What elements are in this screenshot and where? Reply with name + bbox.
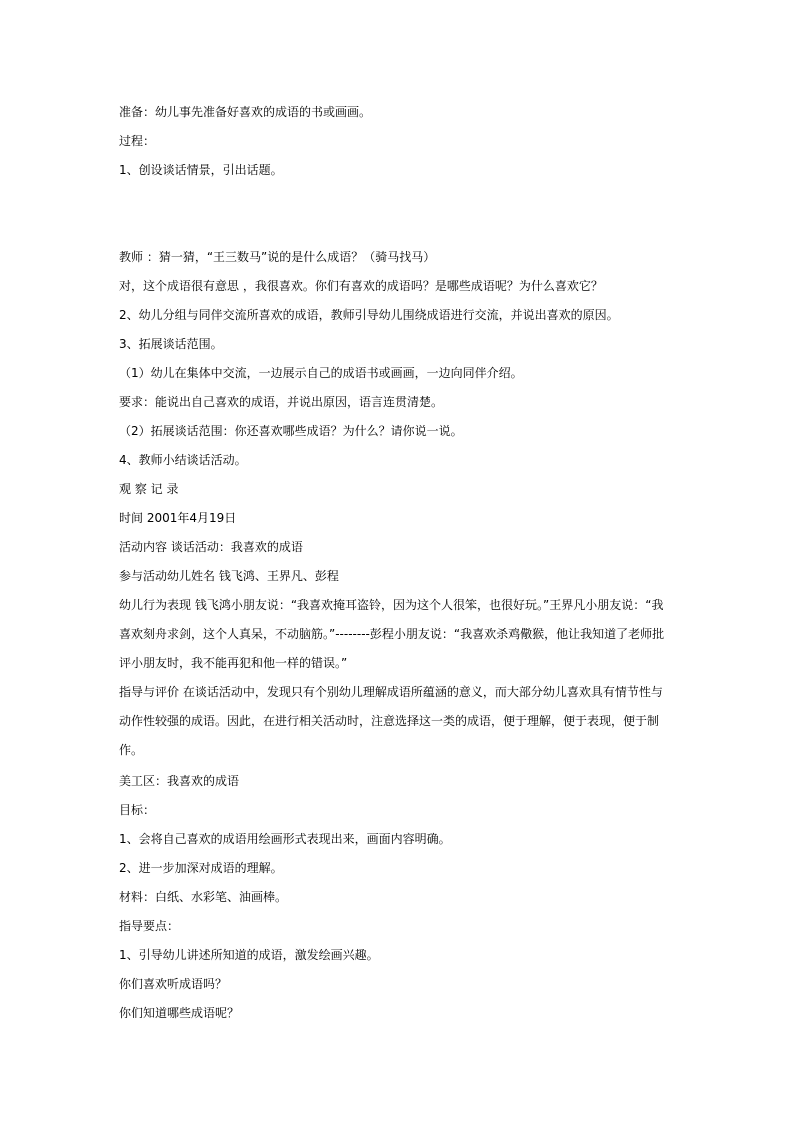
goal-1-line: 1、会将自己喜欢的成语用绘画形式表现出来，画面内容明确。 (119, 832, 451, 846)
child-behavior-paragraph: 幼儿行为表现 钱飞鸿小朋友说：“我喜欢掩耳盗铃，因为这个人很笨，也很好玩。”王界凡小朋友说：“我喜欢刻舟求剑，这个人真呆，不动脑筋。”--------彭程小朋友说：“我喜欢杀鸡儆猴，他让我知道了老师批评小朋友时，我不能再犯和他一样的错误。” (119, 598, 665, 670)
goal-2-line: 2、进一步加深对成语的理解。 (119, 861, 283, 875)
step-1-line: 1、创设谈话情景，引出话题。 (119, 163, 283, 177)
teacher-question-line: 教师 ：猜一猜，“王三数马”说的是什么成语？（骑马找马） (119, 250, 436, 264)
record-participants-line: 参与活动幼儿姓名 钱飞鸿、王界凡、彭程 (119, 569, 339, 583)
question-line-2: 你们知道哪些成语呢？ (119, 1006, 240, 1020)
teacher-followup-line: 对，这个成语很有意思 ，我很喜欢。你们有喜欢的成语吗？是哪些成语呢？为什么喜欢它？ (119, 279, 603, 293)
art-area-title: 美工区：我喜欢的成语 (119, 774, 240, 788)
record-time-line: 时间 2001年4月19日 (119, 511, 237, 525)
guidance-evaluation-paragraph: 指导与评价 在谈话活动中，发现只有个别幼儿理解成语所蕴涵的意义，而大部分幼儿喜欢具有情节性与动作性较强的成语。因此，在进行相关活动时，注意选择这一类的成语，便于理解，便于表现，便于制作。 (119, 685, 663, 757)
materials-line: 材料：白纸、水彩笔、油画棒。 (119, 890, 288, 904)
question-line-1: 你们喜欢听成语吗？ (119, 977, 228, 991)
substep-1-line: （1）幼儿在集体中交流，一边展示自己的成语书或画画，一边向同伴介绍。 (119, 366, 523, 380)
preparation-line: 准备：幼儿事先准备好喜欢的成语的书或画画。 (119, 105, 372, 119)
guidance-points-heading: 指导要点： (119, 919, 180, 933)
observation-record-title: 观 察 记 录 (119, 482, 179, 496)
substep-2-line: （2）拓展谈话范围：你还喜欢哪些成语？为什么？请你说一说。 (119, 424, 463, 438)
record-activity-content-line: 活动内容 谈话活动：我喜欢的成语 (119, 540, 303, 554)
step-2-line: 2、幼儿分组与同伴交流所喜欢的成语，教师引导幼儿围绕成语进行交流，并说出喜欢的原因。 (119, 308, 619, 322)
goals-heading: 目标： (119, 803, 156, 817)
step-4-line: 4、教师小结谈话活动。 (119, 453, 247, 467)
process-heading: 过程： (119, 134, 156, 148)
requirement-line: 要求：能说出自己喜欢的成语，并说出原因，语言连贯清楚。 (119, 395, 444, 409)
guidance-point-1-line: 1、引导幼儿讲述所知道的成语，激发绘画兴趣。 (119, 948, 379, 962)
step-3-line: 3、拓展谈话范围。 (119, 337, 223, 351)
